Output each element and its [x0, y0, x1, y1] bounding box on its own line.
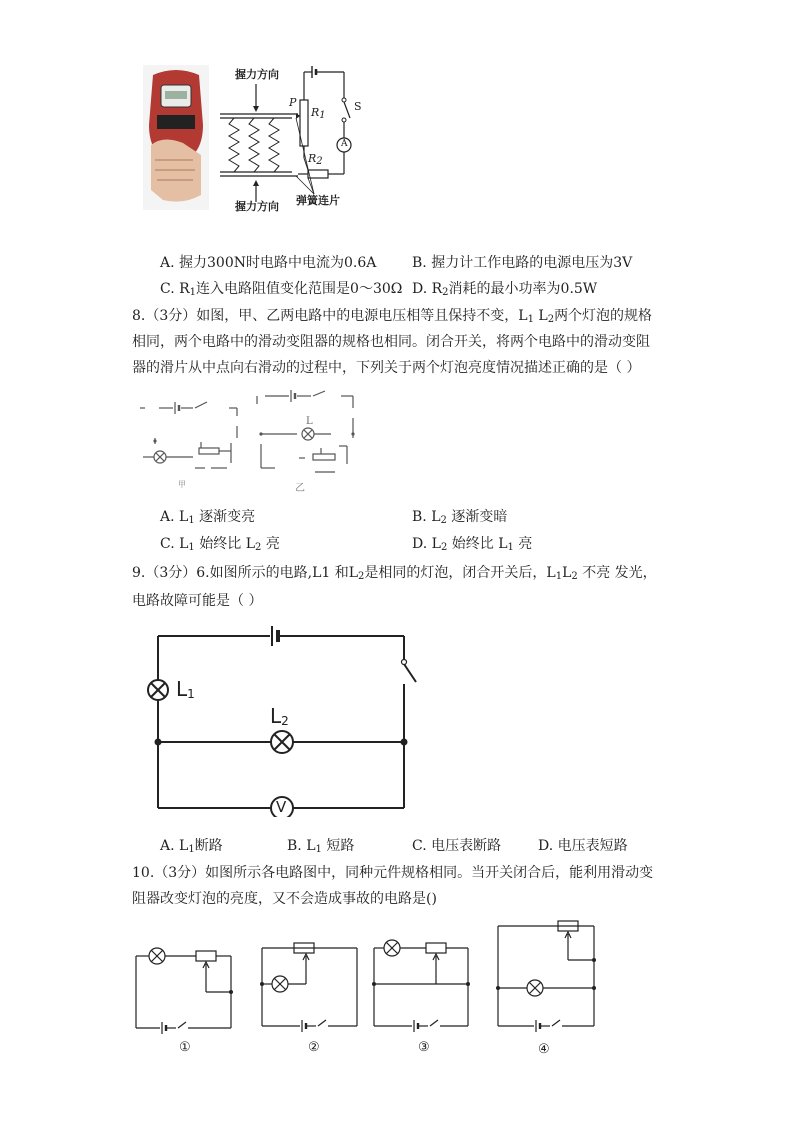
q8-circuit-figure — [135, 388, 360, 493]
q8-stem-line3: 器的滑片从中点向右滑动的过程中，下列关于两个灯泡亮度情况描述正确的是（ ） — [132, 360, 641, 376]
q10-fig-label-2: ② — [308, 1040, 320, 1055]
q9-fig-l1-label: $L_1$ — [176, 677, 195, 701]
r1-label: $R_1$ — [311, 106, 326, 121]
ammeter-label: A — [341, 139, 348, 149]
grip-meter-photo — [143, 65, 209, 210]
force-direction-bottom-label: 握力方向 — [235, 200, 279, 213]
q9-option-c[interactable]: C. 电压表断路 — [412, 838, 502, 854]
voltmeter-label: V — [276, 798, 287, 816]
spring-piece-label: 弹簧连片 — [296, 194, 340, 207]
q7-option-a[interactable]: A. 握力300N时电路中电流为0.6A — [160, 255, 377, 271]
q9-option-a[interactable]: A. $L_1$断路 — [160, 838, 223, 855]
q8-stem-line1: 8.（3分）如图，甲、乙两电路中的电源电压相等且保持不变，$L_1$ $L_2$两个灯泡的规格 — [132, 308, 653, 325]
q8-stem-line2: 相同，两个电路中的滑动变阻器的规格也相同。闭合开关，将两个电路中的滑动变阻 — [132, 334, 650, 350]
q8-fig-yi-label: 乙 — [295, 483, 305, 494]
q10-fig-label-3: ③ — [418, 1040, 430, 1055]
q10-stem-line2: 阻器改变灯泡的亮度，又不会造成事故的电路是() — [132, 891, 437, 907]
q7-option-c[interactable]: C. $R_1$连入电路阻值变化范围是0～30Ω — [160, 281, 403, 298]
q10-circuit-figures — [130, 920, 605, 1065]
q9-stem-line1: 9.（3分）6.如图所示的电路,L1 和$L_2$是相同的灯泡，闭合开关后，$L_1L_2$ 不亮 发光， — [132, 565, 657, 582]
q10-fig-label-1: ① — [179, 1040, 191, 1055]
q7-option-b[interactable]: B. 握力计工作电路的电源电压为3V — [412, 255, 633, 271]
q8-fig-l2-label: L — [306, 416, 313, 427]
q8-fig-jia-label: 甲 — [178, 480, 186, 489]
force-direction-top-label: 握力方向 — [235, 68, 279, 81]
q9-option-d[interactable]: D. 电压表短路 — [538, 838, 628, 854]
switch-s-label: S — [354, 100, 362, 113]
q9-option-b[interactable]: B. $L_1$ 短路 — [287, 838, 355, 855]
q8-option-b[interactable]: B. $L_2$ 逐渐变暗 — [412, 509, 508, 526]
q8-option-d[interactable]: D. $L_2$ 始终比 $L_1$ 亮 — [412, 536, 533, 553]
slider-p-label: P — [289, 96, 297, 109]
q10-stem-line1: 10.（3分）如图所示各电路图中，同种元件规格相同。当开关闭合后，能利用滑动变 — [132, 865, 654, 881]
q9-fig-l2-label: $L_2$ — [270, 704, 289, 728]
q8-option-c[interactable]: C. $L_1$ 始终比 $L_2$ 亮 — [160, 536, 280, 553]
q10-fig-label-4: ④ — [538, 1042, 550, 1057]
q7-option-d[interactable]: D. $R_2$消耗的最小功率为0.5W — [412, 281, 598, 298]
q9-stem-line2: 电路故障可能是（ ） — [132, 593, 263, 609]
grip-circuit-diagram — [212, 62, 372, 217]
r2-label: $R_2$ — [308, 152, 323, 167]
q8-option-a[interactable]: A. $L_1$ 逐渐变亮 — [160, 509, 256, 526]
